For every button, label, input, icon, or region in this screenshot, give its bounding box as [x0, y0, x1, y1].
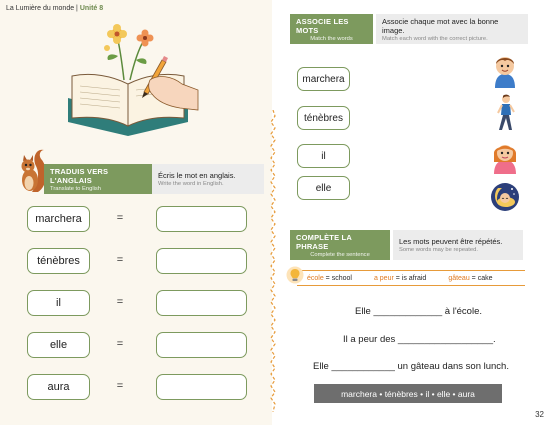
match-subtitle: Match the words — [310, 35, 353, 42]
vocab-en: is afraid — [401, 274, 427, 282]
complete-subtitle: Complete the sentence — [310, 251, 370, 258]
lightbulb-icon — [286, 266, 304, 284]
translate-title: TRADUIS VERS L'ANGLAIS — [50, 166, 109, 185]
answer-field[interactable] — [156, 374, 247, 400]
answer-field[interactable] — [156, 290, 247, 316]
answer-field[interactable] — [156, 206, 247, 232]
page-divider — [270, 110, 276, 412]
match-word[interactable]: elle — [297, 176, 350, 200]
answer-field[interactable] — [156, 248, 247, 274]
complete-instruction-box — [393, 230, 523, 260]
equals-sign: = — [116, 380, 124, 392]
flower-icon — [137, 30, 154, 47]
sentence: Elle _____________ à l'école. — [355, 306, 483, 317]
translate-word: elle — [27, 332, 90, 358]
translate-instruction-en: Write the word in English. — [158, 181, 224, 187]
complete-instruction-en: Some words may be repeated. — [399, 247, 478, 253]
translate-subtitle: Translate to English — [50, 185, 102, 192]
equals-sign: = — [116, 254, 124, 266]
page-header — [6, 5, 103, 12]
equals-sign: = — [116, 338, 124, 350]
translate-instruction-box — [152, 164, 264, 194]
walking-person-icon[interactable] — [494, 94, 518, 132]
vocab-fr: a peur — [373, 274, 394, 282]
match-instruction-box — [376, 14, 528, 44]
book-title: La Lumière du monde — [6, 5, 75, 12]
equals-sign: = — [116, 212, 124, 224]
translate-word: ténèbres — [27, 248, 90, 274]
vocab-fr: gâteau — [448, 274, 470, 282]
page-number: 32 — [535, 410, 544, 419]
match-word[interactable]: il — [297, 144, 350, 168]
match-word[interactable]: marchera — [297, 67, 350, 91]
vocab-item: école = school — [307, 274, 352, 282]
complete-section-header — [290, 230, 523, 260]
sentence: Il a peur des __________________. — [343, 334, 496, 345]
equals-sign: = — [116, 296, 124, 308]
word-bank: marchera • ténèbres • il • elle • aura — [314, 384, 502, 403]
vocab-fr: école — [307, 274, 324, 282]
match-instruction-en: Match each word with the correct picture. — [382, 35, 488, 42]
girl-icon[interactable] — [491, 138, 519, 174]
complete-title: COMPLÈTE LA PHRASE — [296, 232, 352, 251]
header-separator: | — [74, 5, 80, 12]
vocab-en: cake — [477, 274, 493, 282]
match-instruction: Associe chaque mot avec la bonne image. — [382, 16, 499, 35]
match-section-header — [290, 14, 528, 44]
sentence: Elle ____________ un gâteau dans son lunch. — [313, 361, 509, 372]
match-title: ASSOCIE LES MOTS — [296, 16, 349, 35]
complete-instruction: Les mots peuvent être répétés. — [399, 237, 503, 246]
translate-word: marchera — [27, 206, 90, 232]
match-word[interactable]: ténèbres — [297, 106, 350, 130]
translate-section-header — [44, 164, 264, 194]
answer-field[interactable] — [156, 332, 247, 358]
flower-icon — [107, 24, 127, 44]
unit-label: Unité 8 — [79, 5, 104, 12]
translate-title-tag — [44, 164, 152, 194]
translate-instruction: Écris le mot en anglais. — [158, 171, 236, 180]
sleeping-child-icon[interactable] — [490, 180, 520, 214]
translate-word: il — [27, 290, 90, 316]
vocab-item: gâteau = cake — [448, 274, 493, 282]
boy-icon[interactable] — [491, 52, 519, 88]
translate-word: aura — [27, 374, 90, 400]
match-title-tag — [290, 14, 373, 44]
vocab-en: school — [331, 274, 352, 282]
vocab-item: a peur = is afraid — [373, 274, 427, 282]
book-writing-illustration — [62, 18, 202, 140]
complete-title-tag — [290, 230, 390, 260]
vocabulary-strip — [297, 270, 525, 286]
